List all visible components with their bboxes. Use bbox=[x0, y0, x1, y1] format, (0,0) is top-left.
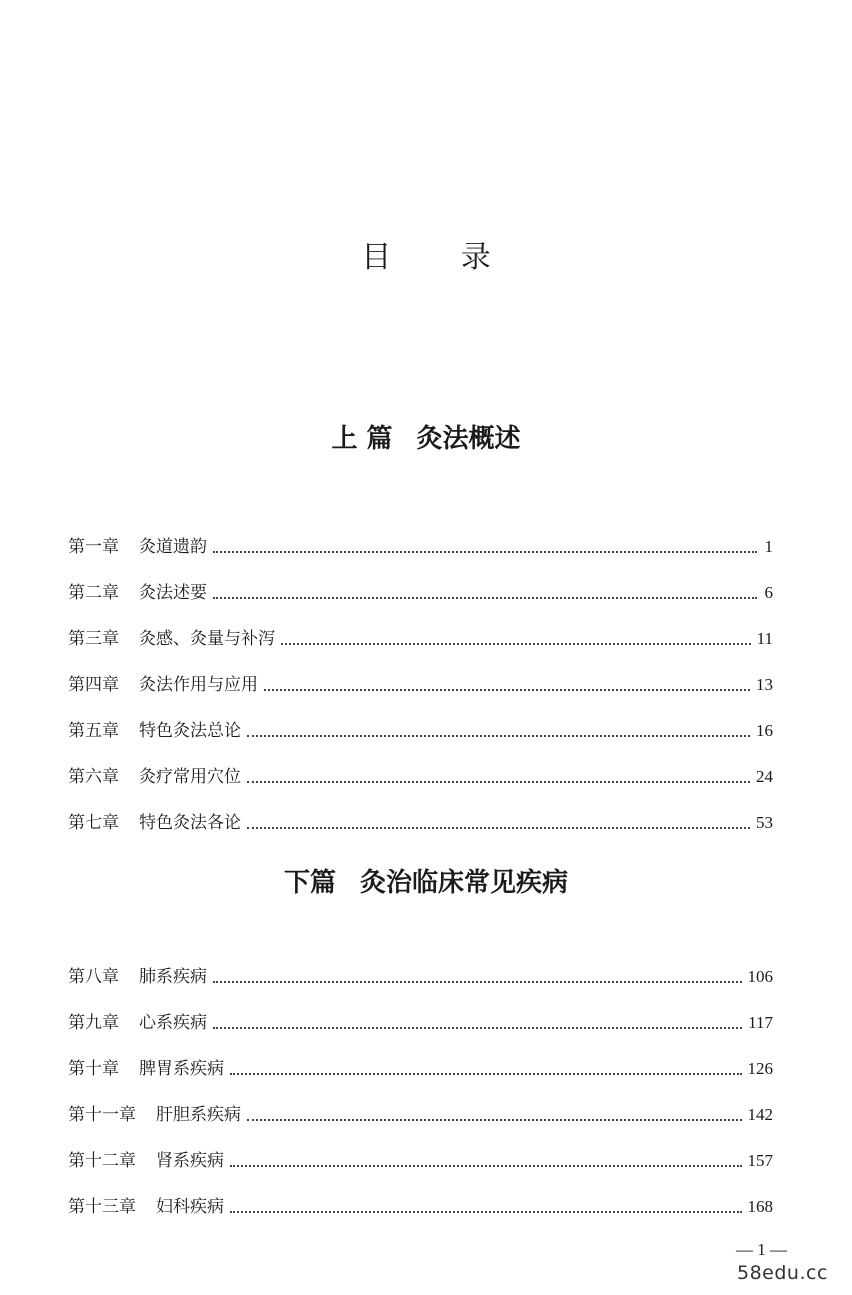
chapter-label: 第一章 bbox=[68, 537, 119, 557]
leader-dots bbox=[247, 735, 750, 737]
chapter-label: 第二章 bbox=[68, 583, 119, 603]
chapter-title: 肺系疾病 bbox=[139, 967, 207, 987]
toc-entry bbox=[68, 1034, 773, 1080]
chapter-title: 特色灸法各论 bbox=[139, 813, 241, 833]
chapter-label: 第四章 bbox=[68, 675, 119, 695]
chapter-title: 肝胆系疾病 bbox=[156, 1105, 241, 1125]
part1-label: 上 篇 bbox=[331, 424, 393, 454]
page-number: 168 bbox=[747, 1197, 773, 1216]
toc-entry bbox=[68, 988, 773, 1034]
part2-entries bbox=[68, 942, 773, 1218]
leader-dots bbox=[230, 1073, 742, 1075]
toc-entry bbox=[68, 558, 773, 604]
chapter-label: 第六章 bbox=[68, 767, 119, 787]
chapter-label: 第九章 bbox=[68, 1013, 119, 1033]
leader-dots bbox=[213, 1027, 742, 1029]
page-number: 1 bbox=[764, 537, 773, 556]
toc-entry bbox=[68, 1080, 773, 1126]
leader-dots bbox=[247, 1119, 742, 1121]
leader-dots bbox=[213, 551, 757, 553]
leader-dots bbox=[281, 643, 751, 645]
part1-entries bbox=[68, 512, 773, 834]
chapter-title: 脾胃系疾病 bbox=[139, 1059, 224, 1079]
toc-entry bbox=[68, 604, 773, 650]
page-number: 16 bbox=[756, 721, 773, 740]
page-number: 13 bbox=[756, 675, 773, 694]
page-number: 11 bbox=[756, 629, 773, 648]
chapter-title: 灸法述要 bbox=[139, 583, 207, 603]
part1-heading bbox=[0, 418, 852, 455]
chapter-label: 第十三章 bbox=[68, 1197, 136, 1217]
chapter-label: 第三章 bbox=[68, 629, 119, 649]
page-number: 117 bbox=[748, 1013, 773, 1032]
leader-dots bbox=[213, 597, 757, 599]
toc-entry bbox=[68, 788, 773, 834]
part2-heading bbox=[0, 862, 852, 899]
toc-entry bbox=[68, 942, 773, 988]
chapter-title: 灸疗常用穴位 bbox=[139, 767, 241, 787]
watermark: 58edu.cc bbox=[737, 1262, 828, 1284]
chapter-title: 灸法作用与应用 bbox=[139, 675, 258, 695]
chapter-title: 肾系疾病 bbox=[156, 1151, 224, 1171]
page-number: 24 bbox=[756, 767, 773, 786]
chapter-title: 心系疾病 bbox=[139, 1013, 207, 1033]
toc-entry bbox=[68, 742, 773, 788]
chapter-label: 第十二章 bbox=[68, 1151, 136, 1171]
footer-page-number: — 1 — bbox=[736, 1240, 787, 1259]
leader-dots bbox=[230, 1165, 742, 1167]
page-number: 126 bbox=[747, 1059, 773, 1078]
toc-entry bbox=[68, 696, 773, 742]
leader-dots bbox=[213, 981, 742, 983]
chapter-label: 第十一章 bbox=[68, 1105, 136, 1125]
toc-entry bbox=[68, 1126, 773, 1172]
leader-dots bbox=[247, 781, 750, 783]
page-number: 157 bbox=[747, 1151, 773, 1170]
page-number: 53 bbox=[756, 813, 773, 832]
chapter-label: 第七章 bbox=[68, 813, 119, 833]
toc-entry bbox=[68, 1172, 773, 1218]
part2-label: 下篇 bbox=[283, 868, 336, 898]
part1-title: 灸法概述 bbox=[416, 424, 521, 454]
page-number: 6 bbox=[764, 583, 773, 602]
chapter-title: 灸感、灸量与补泻 bbox=[139, 629, 275, 649]
toc-entry bbox=[68, 512, 773, 558]
chapter-title: 妇科疾病 bbox=[156, 1197, 224, 1217]
part2-title: 灸治临床常见疾病 bbox=[360, 868, 569, 898]
toc-heading: 目 录 bbox=[361, 240, 521, 275]
chapter-label: 第五章 bbox=[68, 721, 119, 741]
leader-dots bbox=[247, 827, 750, 829]
toc-entry bbox=[68, 650, 773, 696]
page-number: 142 bbox=[747, 1105, 773, 1124]
chapter-title: 特色灸法总论 bbox=[139, 721, 241, 741]
leader-dots bbox=[230, 1211, 742, 1213]
chapter-label: 第十章 bbox=[68, 1059, 119, 1079]
leader-dots bbox=[264, 689, 750, 691]
chapter-label: 第八章 bbox=[68, 967, 119, 987]
page-number: 106 bbox=[747, 967, 773, 986]
chapter-title: 灸道遗韵 bbox=[139, 537, 207, 557]
